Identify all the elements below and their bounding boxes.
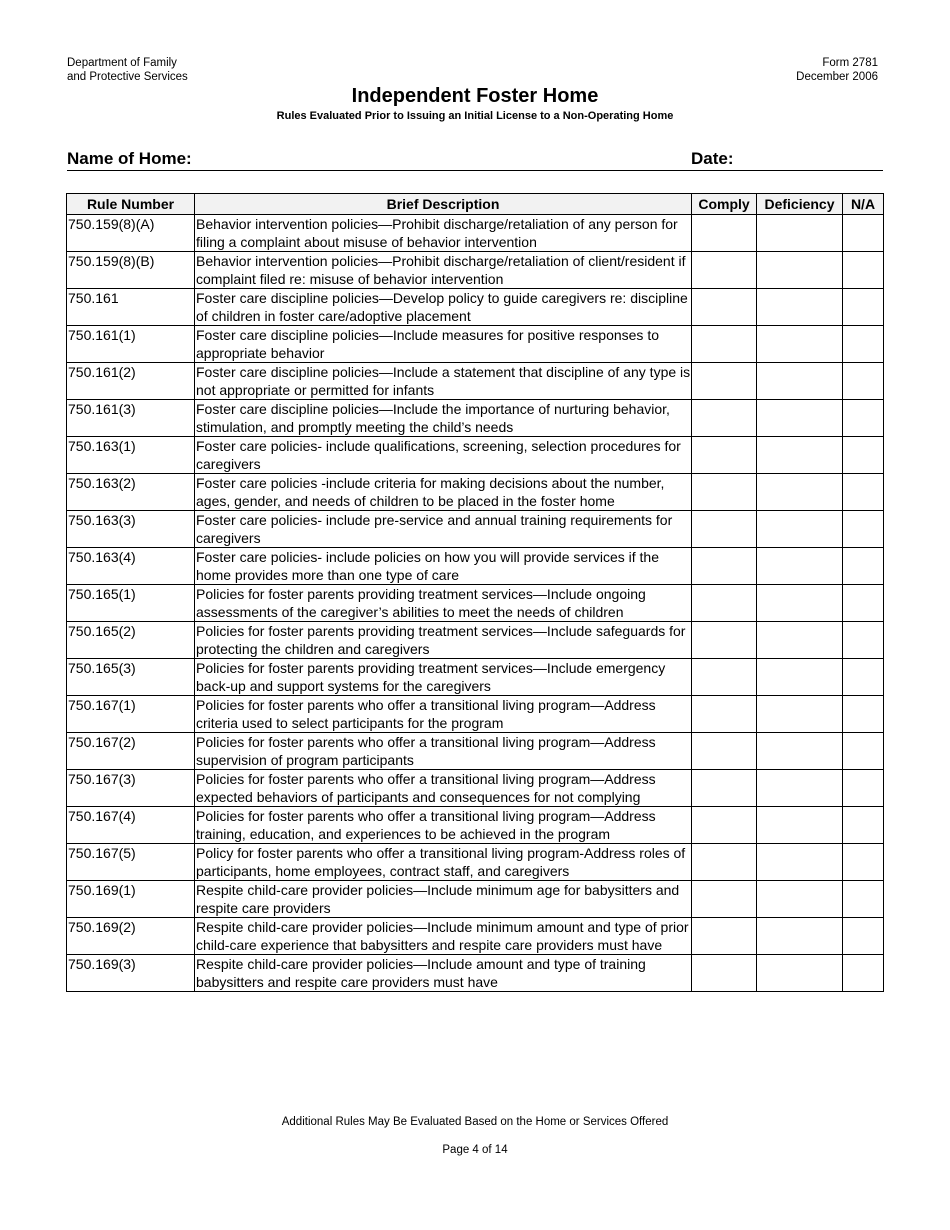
table-row xyxy=(67,511,884,548)
name-of-home-label: Name of Home: xyxy=(67,149,192,168)
description-cell: Foster care policies- include qualifications, screening, selection procedures for caregivers xyxy=(195,437,692,474)
na-cell[interactable] xyxy=(843,474,884,511)
page-subtitle: Rules Evaluated Prior to Issuing an Initial License to a Non-Operating Home xyxy=(276,110,674,122)
rule-number-cell: 750.167(3) xyxy=(67,770,195,807)
comply-cell[interactable] xyxy=(692,696,757,733)
description-cell: Respite child-care provider policies—Include minimum age for babysitters and respite care providers xyxy=(195,881,692,918)
na-cell[interactable] xyxy=(843,548,884,585)
rule-number-cell: 750.167(5) xyxy=(67,844,195,881)
deficiency-cell[interactable] xyxy=(757,289,843,326)
rule-number-cell: 750.163(4) xyxy=(67,548,195,585)
description-cell: Policies for foster parents providing treatment services—Include emergency back-up and support systems for the caregivers xyxy=(195,659,692,696)
table-row xyxy=(67,437,884,474)
table-row xyxy=(67,363,884,400)
comply-cell[interactable] xyxy=(692,400,757,437)
description-cell: Foster care discipline policies—Include measures for positive responses to appropriate behavior xyxy=(195,326,692,363)
col-brief-description: Brief Description xyxy=(195,194,692,215)
description-cell: Foster care policies- include pre-service and annual training requirements for caregivers xyxy=(195,511,692,548)
deficiency-cell[interactable] xyxy=(757,215,843,252)
comply-cell[interactable] xyxy=(692,326,757,363)
rule-number-cell: 750.163(1) xyxy=(67,437,195,474)
deficiency-cell[interactable] xyxy=(757,437,843,474)
col-rule-number: Rule Number xyxy=(67,194,195,215)
na-cell[interactable] xyxy=(843,881,884,918)
description-cell: Foster care discipline policies—Include the importance of nurturing behavior, stimulation, and promptly meeting the child’s needs xyxy=(195,400,692,437)
deficiency-cell[interactable] xyxy=(757,918,843,955)
description-cell: Policies for foster parents who offer a transitional living program—Address expected behaviors of participants and consequences for not complying xyxy=(195,770,692,807)
rule-number-cell: 750.159(8)(B) xyxy=(67,252,195,289)
form-number: Form 2781 xyxy=(822,57,878,69)
rule-number-cell: 750.163(2) xyxy=(67,474,195,511)
comply-cell[interactable] xyxy=(692,363,757,400)
description-cell: Policies for foster parents who offer a transitional living program—Address supervision of program participants xyxy=(195,733,692,770)
form-date: December 2006 xyxy=(796,71,878,83)
description-cell: Foster care policies -include criteria for making decisions about the number, ages, gender, and needs of children to be placed in the foster home xyxy=(195,474,692,511)
na-cell[interactable] xyxy=(843,252,884,289)
table-row xyxy=(67,881,884,918)
comply-cell[interactable] xyxy=(692,585,757,622)
na-cell[interactable] xyxy=(843,289,884,326)
rule-number-cell: 750.165(1) xyxy=(67,585,195,622)
table-row xyxy=(67,400,884,437)
comply-cell[interactable] xyxy=(692,511,757,548)
na-cell[interactable] xyxy=(843,215,884,252)
rule-number-cell: 750.161(1) xyxy=(67,326,195,363)
rule-number-cell: 750.165(3) xyxy=(67,659,195,696)
comply-cell[interactable] xyxy=(692,289,757,326)
rule-number-cell: 750.169(1) xyxy=(67,881,195,918)
rule-number-cell: 750.169(2) xyxy=(67,918,195,955)
rule-number-cell: 750.167(2) xyxy=(67,733,195,770)
rule-number-cell: 750.161(3) xyxy=(67,400,195,437)
table-row xyxy=(67,955,884,992)
rule-number-cell: 750.167(1) xyxy=(67,696,195,733)
na-cell[interactable] xyxy=(843,585,884,622)
deficiency-cell[interactable] xyxy=(757,326,843,363)
description-cell: Behavior intervention policies—Prohibit discharge/retaliation of any person for filing a complaint about misuse of behavior intervention xyxy=(195,215,692,252)
rule-number-cell: 750.167(4) xyxy=(67,807,195,844)
comply-cell[interactable] xyxy=(692,733,757,770)
deficiency-cell[interactable] xyxy=(757,511,843,548)
na-cell[interactable] xyxy=(843,363,884,400)
comply-cell[interactable] xyxy=(692,844,757,881)
comply-cell[interactable] xyxy=(692,770,757,807)
na-cell[interactable] xyxy=(843,437,884,474)
comply-cell[interactable] xyxy=(692,252,757,289)
deficiency-cell[interactable] xyxy=(757,770,843,807)
deficiency-cell[interactable] xyxy=(757,622,843,659)
col-deficiency: Deficiency xyxy=(757,194,843,215)
deficiency-cell[interactable] xyxy=(757,696,843,733)
table-row xyxy=(67,622,884,659)
table-row xyxy=(67,918,884,955)
table-row xyxy=(67,474,884,511)
description-cell: Foster care discipline policies—Develop policy to guide caregivers re: discipline of children in foster care/adoptive placement xyxy=(195,289,692,326)
comply-cell[interactable] xyxy=(692,437,757,474)
comply-cell[interactable] xyxy=(692,622,757,659)
na-cell[interactable] xyxy=(843,844,884,881)
deficiency-cell[interactable] xyxy=(757,400,843,437)
rule-number-cell: 750.169(3) xyxy=(67,955,195,992)
rules-table-body xyxy=(67,215,884,992)
description-cell: Policies for foster parents providing treatment services—Include safeguards for protecting the children and caregivers xyxy=(195,622,692,659)
description-cell: Respite child-care provider policies—Include minimum amount and type of prior child-care experience that babysitters and respite care providers must have xyxy=(195,918,692,955)
comply-cell[interactable] xyxy=(692,881,757,918)
rules-table xyxy=(66,193,884,992)
description-cell: Policies for foster parents who offer a transitional living program—Address criteria used to select participants for the program xyxy=(195,696,692,733)
table-row xyxy=(67,252,884,289)
col-comply: Comply xyxy=(692,194,757,215)
rule-number-cell: 750.163(3) xyxy=(67,511,195,548)
comply-cell[interactable] xyxy=(692,215,757,252)
na-cell[interactable] xyxy=(843,955,884,992)
deficiency-cell[interactable] xyxy=(757,252,843,289)
deficiency-cell[interactable] xyxy=(757,548,843,585)
agency-line-1: Department of Family xyxy=(67,57,177,69)
na-cell[interactable] xyxy=(843,511,884,548)
name-date-line xyxy=(67,149,883,171)
table-header-row xyxy=(67,194,884,215)
rule-number-cell: 750.161 xyxy=(67,289,195,326)
table-row xyxy=(67,844,884,881)
description-cell: Respite child-care provider policies—Include amount and type of training babysitters and respite care providers must have xyxy=(195,955,692,992)
deficiency-cell[interactable] xyxy=(757,807,843,844)
na-cell[interactable] xyxy=(843,326,884,363)
rule-number-cell: 750.161(2) xyxy=(67,363,195,400)
comply-cell[interactable] xyxy=(692,807,757,844)
deficiency-cell[interactable] xyxy=(757,881,843,918)
description-cell: Behavior intervention policies—Prohibit discharge/retaliation of client/resident if complaint filed re: misuse of behavior intervention xyxy=(195,252,692,289)
deficiency-cell[interactable] xyxy=(757,955,843,992)
form-info xyxy=(796,56,878,84)
deficiency-cell[interactable] xyxy=(757,363,843,400)
na-cell[interactable] xyxy=(843,622,884,659)
deficiency-cell[interactable] xyxy=(757,659,843,696)
table-row xyxy=(67,585,884,622)
na-cell[interactable] xyxy=(843,696,884,733)
na-cell[interactable] xyxy=(843,659,884,696)
table-row xyxy=(67,659,884,696)
deficiency-cell[interactable] xyxy=(757,585,843,622)
agency-name xyxy=(67,56,188,84)
na-cell[interactable] xyxy=(843,918,884,955)
na-cell[interactable] xyxy=(843,733,884,770)
table-row xyxy=(67,807,884,844)
comply-cell[interactable] xyxy=(692,918,757,955)
table-row xyxy=(67,548,884,585)
na-cell[interactable] xyxy=(843,807,884,844)
page-title: Independent Foster Home xyxy=(351,85,599,107)
na-cell[interactable] xyxy=(843,770,884,807)
table-row xyxy=(67,326,884,363)
table-row xyxy=(67,733,884,770)
deficiency-cell[interactable] xyxy=(757,474,843,511)
rule-number-cell: 750.165(2) xyxy=(67,622,195,659)
date-label: Date: xyxy=(691,149,734,168)
table-row xyxy=(67,696,884,733)
footer-note: Additional Rules May Be Evaluated Based on the Home or Services Offered xyxy=(281,1116,669,1128)
table-row xyxy=(67,289,884,326)
comply-cell[interactable] xyxy=(692,955,757,992)
col-na: N/A xyxy=(843,194,884,215)
na-cell[interactable] xyxy=(843,400,884,437)
comply-cell[interactable] xyxy=(692,548,757,585)
deficiency-cell[interactable] xyxy=(757,733,843,770)
deficiency-cell[interactable] xyxy=(757,844,843,881)
rule-number-cell: 750.159(8)(A) xyxy=(67,215,195,252)
page-number: Page 4 of 14 xyxy=(442,1144,508,1156)
description-cell: Foster care discipline policies—Include a statement that discipline of any type is not appropriate or permitted for infants xyxy=(196,364,691,398)
table-row xyxy=(67,770,884,807)
comply-cell[interactable] xyxy=(692,659,757,696)
description-cell: Policies for foster parents providing treatment services—Include ongoing assessments of the caregiver’s abilities to meet the needs of children xyxy=(195,585,692,622)
description-cell: Policies for foster parents who offer a transitional living program—Address training, education, and experiences to be achieved in the program xyxy=(195,807,692,844)
table-row xyxy=(67,215,884,252)
comply-cell[interactable] xyxy=(692,474,757,511)
agency-line-2: and Protective Services xyxy=(67,71,188,83)
description-cell: Foster care policies- include policies on how you will provide services if the home provides more than one type of care xyxy=(195,548,692,585)
description-cell: Policy for foster parents who offer a transitional living program-Address roles of participants, home employees, contract staff, and caregivers xyxy=(195,844,692,881)
